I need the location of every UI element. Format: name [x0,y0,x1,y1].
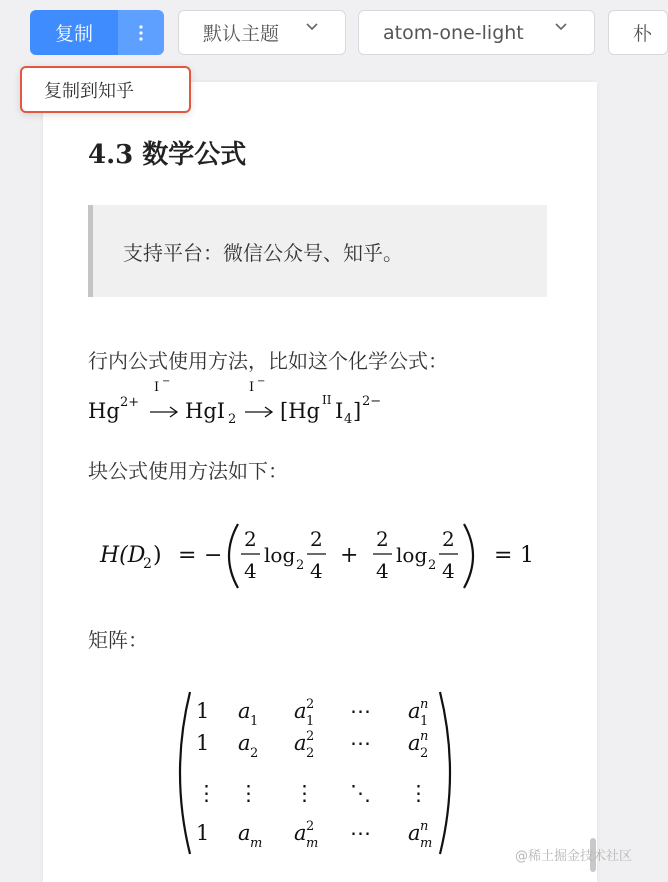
copy-button[interactable] [30,10,118,55]
frac2-num: 2 [310,527,323,551]
frac1-den: 4 [244,559,257,583]
frac2-den: 4 [310,559,323,583]
matrix-left-paren [180,692,190,854]
chem-complex-charge: 2− [362,394,382,409]
matrix-cell-r1-c5: a [408,699,421,723]
matrix-cell-r2-c4: ⋯ [350,731,371,755]
matrix-right-paren [440,692,450,854]
section-heading [88,134,246,171]
platform-blockquote [88,205,547,297]
chem-hgi-sub: 2 [228,412,237,427]
formula-equals-2: = [494,543,513,568]
formula-minus: − [204,543,223,568]
matrix-cell-sub-r4-c5: m [420,836,433,851]
block-formula-intro: 块公式使用方法如下： [88,459,288,483]
entropy-formula [96,520,546,592]
matrix-cell-r1-c2: a [238,699,251,723]
matrix-cell-sub-r1-c3: 1 [306,714,315,729]
matrix-cell-sup-r4-c5: n [420,819,429,834]
matrix-cell-r4-c5: a [408,821,421,845]
theme-select-value: 默认主题 [203,23,280,45]
code-theme-select[interactable] [358,10,595,55]
formula-lhs-sub: 2 [143,556,152,572]
formula-lhs: H(D [100,543,146,568]
chemical-formula [86,372,406,430]
copy-more-button[interactable] [118,10,164,55]
chevron-down-icon [554,21,568,31]
matrix-cell-r2-c3: a [294,731,307,755]
frac3-num: 2 [376,527,389,551]
chem-complex-open: [Hg [280,399,320,423]
matrix-cell-sub-r2-c3: 2 [306,746,315,761]
matrix-cell-r2-c5: a [408,731,421,755]
formula-left-paren [229,524,238,588]
matrix-cell-r4-c2: a [238,821,251,845]
matrix [176,688,456,858]
extra-select-value: 朴 [633,23,653,45]
formula-lhs-close: ) [153,543,162,568]
copy-to-zhihu-label: 复制到知乎 [44,80,134,102]
matrix-cell-r3-c4: ⋱ [350,781,371,805]
matrix-cell-sub-r1-c2: 1 [250,714,259,729]
matrix-cell-sup-r2-c5: n [420,729,429,744]
frac4-den: 4 [442,559,455,583]
chem-reagent-1: I [154,380,160,395]
matrix-cell-sup-r4-c3: 2 [306,819,315,834]
matrix-cell-r4-c3: a [294,821,307,845]
matrix-cell-r3-c5: ⋮ [408,781,429,805]
matrix-cell-sup-r1-c5: n [420,697,429,712]
theme-select[interactable] [178,10,346,55]
matrix-cell-r2-c2: a [238,731,251,755]
watermark: @稀土掘金技术社区 [514,849,632,864]
chem-hg-charge: 2+ [120,395,140,410]
heading-text: 数学公式 [142,140,247,170]
toolbar [0,0,653,68]
inline-formula-intro: 行内公式使用方法，比如这个化学公式： [88,349,448,373]
blockquote-text: 支持平台：微信公众号、知乎。 [123,240,403,265]
code-theme-select-value: atom-one-light [383,21,524,44]
matrix-cell-r4-c4: ⋯ [350,821,371,845]
chem-complex-close: ] [353,399,362,423]
matrix-intro: 矩阵： [88,628,148,652]
formula-plus: + [340,543,359,568]
frac4-num: 2 [442,527,455,551]
more-vertical-icon [138,24,144,42]
chem-complex-i: I [335,399,344,423]
chevron-down-icon [305,21,319,31]
log2: log [396,543,428,567]
matrix-cell-sup-r2-c3: 2 [306,729,315,744]
chem-reagent-2: I [249,380,255,395]
chem-hg: Hg [88,399,120,423]
formula-equals: = [178,543,197,568]
copy-to-zhihu-menu-item[interactable] [20,66,191,113]
heading-number: 4.3 [88,140,134,170]
matrix-cell-r1-c1: 1 [196,699,210,723]
chem-reagent-2-charge: − [257,376,266,387]
log1: log [264,543,296,567]
matrix-cell-r3-c3: ⋮ [294,781,315,805]
matrix-cell-r4-c1: 1 [196,821,210,845]
matrix-cell-sup-r1-c3: 2 [306,697,315,712]
chem-complex-sup: II [322,393,332,407]
matrix-cell-r1-c3: a [294,699,307,723]
log2-sub: 2 [428,558,437,573]
formula-right-paren [464,524,473,588]
chem-complex-sub: 4 [344,412,353,427]
chem-reagent-1-charge: − [162,376,171,387]
matrix-cell-sub-r4-c3: m [306,836,319,851]
frac1-num: 2 [244,527,257,551]
matrix-cell-sub-r2-c5: 2 [420,746,429,761]
matrix-cell-sub-r4-c2: m [250,836,263,851]
matrix-cell-sub-r1-c5: 1 [420,714,429,729]
matrix-cell-r2-c1: 1 [196,731,210,755]
chem-hgi: HgI [185,399,226,423]
matrix-cell-r3-c2: ⋮ [238,781,259,805]
frac3-den: 4 [376,559,389,583]
extra-select[interactable] [608,10,668,55]
matrix-cell-r3-c1: ⋮ [196,781,217,805]
log1-sub: 2 [296,558,305,573]
copy-button-label: 复制 [54,23,93,45]
matrix-cell-r1-c4: ⋯ [350,699,371,723]
matrix-cell-sub-r2-c2: 2 [250,746,259,761]
formula-result: 1 [520,543,534,568]
